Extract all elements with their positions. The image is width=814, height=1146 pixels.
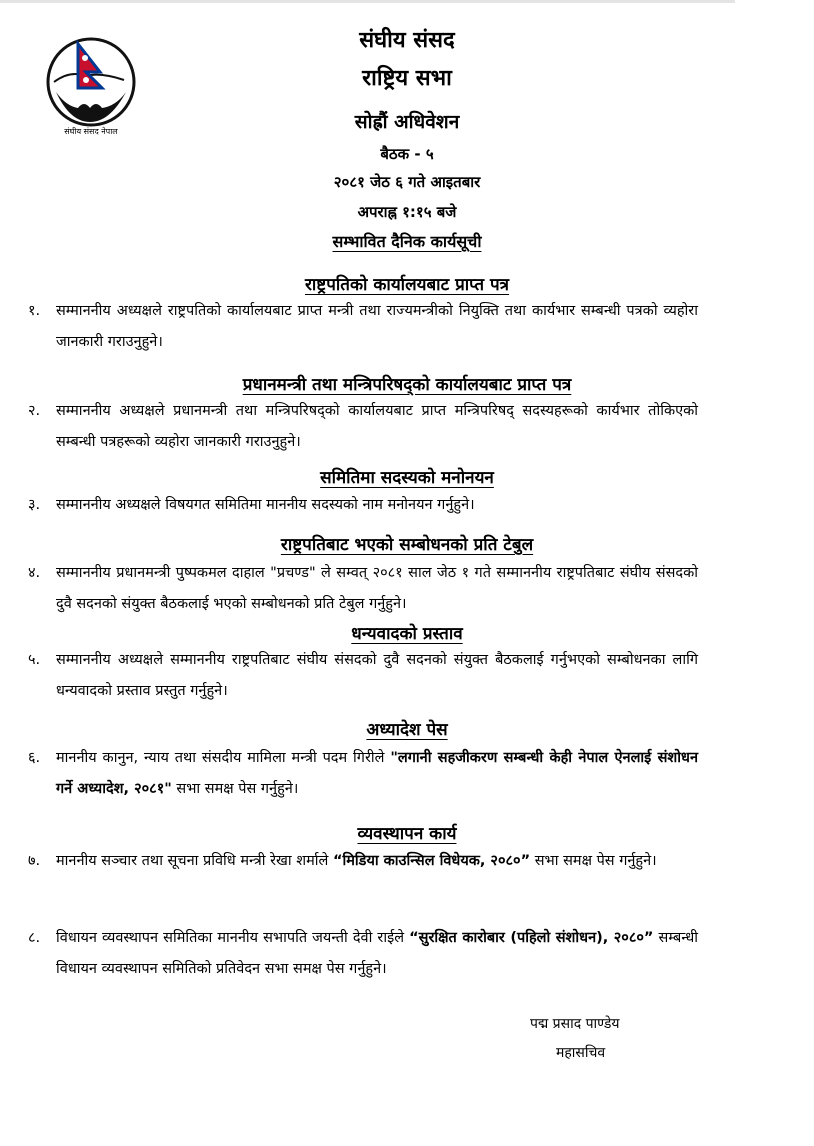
agenda-item: [28, 558, 698, 620]
agenda-item: [28, 396, 698, 458]
ordinance-title: "लगानी सहजीकरण सम्बन्धी केही नेपाल ऐनलाई संशोधन गर्ने अध्यादेश, २०८१": [56, 750, 698, 797]
item-text-post: सभा समक्ष पेस गर्नुहुने।: [171, 781, 299, 797]
agenda-item: [28, 923, 698, 985]
agenda-item: [28, 296, 698, 358]
item-text: [56, 743, 698, 805]
section-heading: धन्यवादको प्रस्ताव: [351, 624, 463, 644]
org-line2: राष्ट्रिय सभा: [362, 66, 452, 91]
bill-title: “मिडिया काउन्सिल विधेयक, २०८०”: [332, 853, 531, 869]
bill-title: “सुरक्षित कारोबार (पहिलो संशोधन), २०८०”: [409, 930, 654, 946]
section-heading: प्रधानमन्त्री तथा मन्त्रिपरिषद्को कार्यालयबाट प्राप्त पत्र: [242, 375, 572, 395]
item-text: [56, 923, 698, 985]
item-text: सम्माननीय अध्यक्षले सम्माननीय राष्ट्रपतिबाट संघीय संसदको दुवै सदनको संयुक्त बैठकलाई गर्नुभएको सम्बोधनका लागि धन्यवादको प्रस्ताव प्रस्तुत गर्नुहुने।: [56, 652, 698, 699]
signatory-title: महासचिव: [556, 1045, 606, 1061]
item-text: [56, 846, 698, 877]
item-text-pre: माननीय सञ्चार तथा सूचना प्रविधि मन्त्री रेखा शर्माले: [56, 853, 333, 869]
item-text-post: सभा समक्ष पेस गर्नुहुने।: [530, 853, 657, 869]
item-number: २.: [28, 403, 41, 419]
item-text-pre: विधायन व्यवस्थापन समितिका माननीय सभापति जयन्ती देवी राईले: [56, 930, 410, 946]
agenda-item: [28, 645, 698, 707]
item-number: ६.: [28, 750, 41, 766]
item-number: ७.: [28, 853, 41, 869]
session-title: सोह्रौं अधिवेशन: [354, 111, 460, 133]
agenda-title: सम्भावित दैनिक कार्यसूची: [332, 232, 482, 251]
section-heading: राष्ट्रपतिबाट भएको सम्बोधनको प्रति टेबुल: [280, 535, 534, 555]
org-line1: संघीय संसद: [359, 28, 455, 53]
section-heading: समितिमा सदस्यको मनोनयन: [320, 468, 494, 488]
item-text-post: सम्बन्धी विधायन व्यवस्थापन समितिको प्रतिवेदन सभा समक्ष पेस गर्नुहुने।: [56, 930, 699, 977]
item-text: सम्माननीय अध्यक्षले प्रधानमन्त्री तथा मन्त्रिपरिषद्को कार्यालयबाट प्राप्त मन्त्रिपरिषद् सदस्यहरूको कार्यभार तोकिएको सम्बन्धी पत्रहरूको व्यहोरा जानकारी गराउनुहुने।: [56, 403, 698, 450]
agenda-item: [28, 490, 698, 521]
agenda-item: [28, 846, 698, 877]
item-text: सम्माननीय अध्यक्षले विषयगत समितिमा माननीय सदस्यको नाम मनोनयन गर्नुहुने।: [56, 497, 475, 513]
item-text: सम्माननीय अध्यक्षले राष्ट्रपतिको कार्यालयबाट प्राप्त मन्त्री तथा राज्यमन्त्रीको नियुक्ति तथा कार्यभार सम्बन्धी पत्रको व्यहोरा जानकारी गराउनुहुने।: [56, 303, 698, 350]
agenda-item: [28, 743, 698, 805]
meeting-date: २०८१ जेठ ६ गते आइतबार: [333, 173, 481, 191]
item-text-pre: माननीय कानुन, न्याय तथा संसदीय मामिला मन्त्री पदम गिरीले: [56, 750, 391, 766]
meeting-number: बैठक - ५: [380, 145, 434, 163]
item-text: सम्माननीय प्रधानमन्त्री पुष्पकमल दाहाल "प्रचण्ड" ले सम्वत् २०८१ साल जेठ १ गते सम्माननीय राष्ट्रपतिबाट संघीय संसदको दुवै सदनको संयुक्त बैठकलाई भएको सम्बोधनको प्रति टेबुल गर्नुहुने।: [56, 565, 698, 612]
section-heading: व्यवस्थापन कार्य: [357, 824, 457, 844]
section-heading: अध्यादेश पेस: [366, 720, 448, 740]
item-number: ५.: [28, 652, 41, 668]
meeting-time: अपराह्न १:१५ बजे: [357, 203, 457, 221]
item-number: ३.: [28, 497, 41, 513]
item-number: ४.: [28, 565, 41, 581]
section-heading: राष्ट्रपतिको कार्यालयबाट प्राप्त पत्र: [304, 275, 510, 295]
item-number: १.: [28, 303, 41, 319]
top-border: [0, 0, 735, 3]
logo-caption: संघीय संसद नेपाल: [64, 127, 118, 136]
item-number: ८.: [28, 930, 41, 946]
signatory-name: पद्म प्रसाद पाण्डेय: [530, 1016, 620, 1032]
